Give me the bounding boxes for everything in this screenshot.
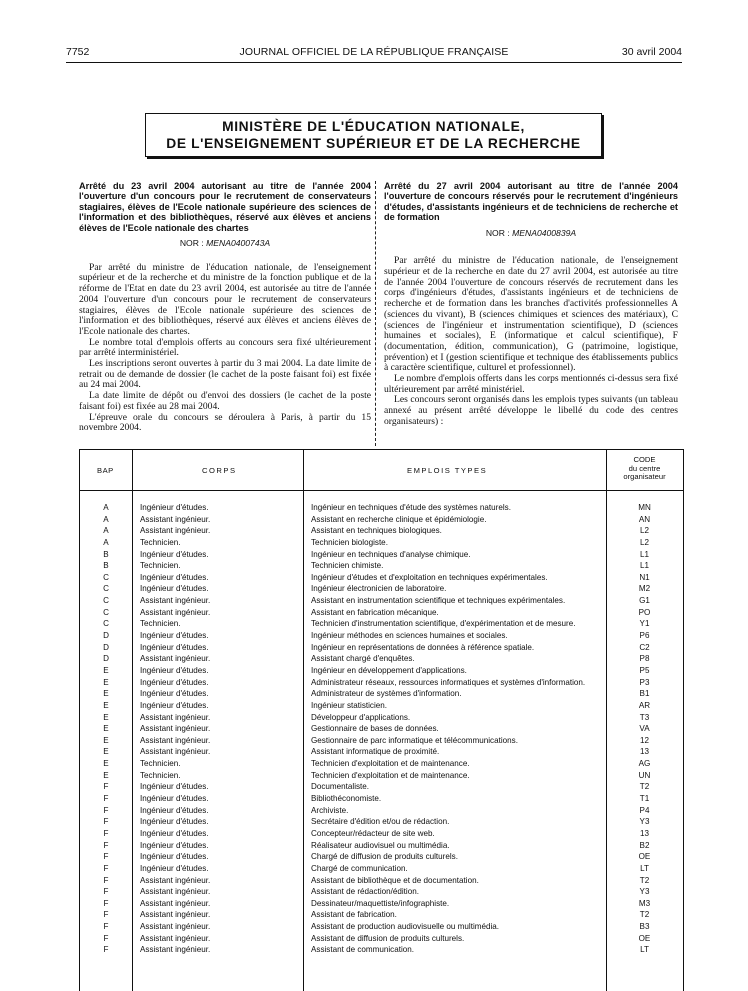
table-row xyxy=(80,886,683,898)
cell-corps: Ingénieur d'études. xyxy=(140,631,209,641)
right-article xyxy=(384,181,678,428)
cell-code: L2 xyxy=(639,526,649,536)
header-rule xyxy=(66,62,682,63)
cell-emploi-type: Technicien d'exploitation et de maintenance. xyxy=(311,770,470,780)
cell-corps: Technicien. xyxy=(140,759,181,769)
header-code-line-3: organisateur xyxy=(623,472,666,482)
cell-emploi-type: Assistant de production audiovisuelle ou multimédia. xyxy=(311,922,500,932)
left-paragraph: La date limite de dépôt ou d'envoi des dossiers (le cachet de la poste faisant foi) est fixée au 28 mai 2004. xyxy=(79,390,371,412)
cell-corps: Assistant ingénieur. xyxy=(140,596,211,606)
cell-code: L1 xyxy=(639,549,649,559)
cell-bap: C xyxy=(103,619,109,629)
cell-emploi-type: Assistant en fabrication mécanique. xyxy=(311,607,439,617)
cell-bap: A xyxy=(103,503,109,512)
table-row xyxy=(80,828,683,840)
cell-bap: A xyxy=(103,526,109,536)
table-row xyxy=(80,677,683,689)
cell-code: T2 xyxy=(639,875,650,885)
table-row xyxy=(80,933,683,945)
ministry-line-1: MINISTÈRE DE L'ÉDUCATION NATIONALE, xyxy=(222,119,525,134)
table-row xyxy=(80,723,683,735)
cell-code: T1 xyxy=(639,794,650,804)
cell-emploi-type: Ingénieur méthodes en sciences humaines et sociales. xyxy=(311,631,508,641)
cell-emploi-type: Concepteur/rédacteur de site web. xyxy=(311,828,435,838)
table-row xyxy=(80,793,683,805)
cell-bap: F xyxy=(103,898,109,908)
cell-code: N1 xyxy=(639,572,650,582)
cell-corps: Ingénieur d'études. xyxy=(140,549,209,559)
cell-bap: F xyxy=(103,794,109,804)
cell-code: UN xyxy=(638,770,651,780)
table-row xyxy=(80,688,683,700)
cell-code: Y1 xyxy=(639,619,650,629)
cell-code: P8 xyxy=(639,654,650,664)
left-nor-code: MENA0400743A xyxy=(206,238,271,249)
left-article-title: Arrêté du 23 avril 2004 autorisant au titre de l'année 2004 l'ouverture d'un concours pour le recrutement de conservateurs stagiaires, élèves de l'Ecole nationale supérieure des sciences de l'information et des bibliothèques, réservé aux élèves et anciens élèves de l'Ecole nationale des chartes xyxy=(79,181,371,233)
cell-emploi-type: Assistant informatique de proximité. xyxy=(311,747,440,757)
cell-bap: E xyxy=(103,747,109,757)
right-paragraph: Le nombre d'emplois offerts dans les corps mentionnés ci-dessus sera fixé ultérieurement par arrêté ministériel. xyxy=(384,373,678,395)
cell-code: AN xyxy=(638,514,651,524)
table-row xyxy=(80,665,683,677)
cell-emploi-type: Dessinateur/maquettiste/infographiste. xyxy=(311,898,450,908)
table-row xyxy=(80,595,683,607)
table-row xyxy=(80,525,683,537)
cell-code: P3 xyxy=(639,677,650,687)
cell-bap: C xyxy=(103,596,109,606)
cell-bap: F xyxy=(103,875,109,885)
cell-code: T2 xyxy=(639,782,650,792)
table-row xyxy=(80,560,683,572)
cell-emploi-type: Développeur d'applications. xyxy=(311,712,411,722)
cell-emploi-type: Gestionnaire de parc informatique et télécommunications. xyxy=(311,735,518,745)
table-row xyxy=(80,909,683,921)
right-paragraph: Par arrêté du ministre de l'éducation nationale, de l'enseignement supérieur et de la recherche en date du 27 avril 2004, est autorisée au titre de l'année 2004 l'ouverture de concours réservés de recrutement dans les corps d'ingénieurs d'études, d'assistants ingénieurs et de techniciens de recherche et de formation dans les branches d'activités professionnelles A (sciences du vivant), B (sciences chimiques et sciences des matériaux), C (sciences de l'ingénieur et instrumentation scientifique), D (sciences humaines et sociales), E (informatique et calcul scientifique), F (documentation, édition, communication), G (patrimoine, logistique, prévention) et I (gestion scientifique et technique des établissements publics à caractère scientifique, culturel et professionnel). xyxy=(384,255,678,374)
table-row xyxy=(80,898,683,910)
cell-corps: Assistant ingénieur. xyxy=(140,654,211,664)
cell-code: LT xyxy=(640,863,649,873)
cell-emploi-type: Technicien d'instrumentation scientifique, d'expérimentation et de mesure. xyxy=(311,619,576,629)
left-paragraph: Les inscriptions seront ouvertes à partir du 3 mai 2004. La date limite de retrait ou de demande de dossier (le cachet de la poste faisant foi) est fixée au 24 mai 2004. xyxy=(79,358,371,391)
cell-emploi-type: Ingénieur en développement d'applications. xyxy=(311,665,467,675)
table-row xyxy=(80,537,683,549)
table-row xyxy=(80,630,683,642)
cell-emploi-type: Technicien d'exploitation et de maintenance. xyxy=(311,759,470,769)
table-header xyxy=(80,450,683,491)
cell-code: MN xyxy=(638,503,651,512)
table-row xyxy=(80,572,683,584)
cell-emploi-type: Documentaliste. xyxy=(311,782,370,792)
cell-bap: F xyxy=(103,863,109,873)
cell-bap: F xyxy=(103,817,109,827)
cell-corps: Ingénieur d'études. xyxy=(140,677,209,687)
right-article-title: Arrêté du 27 avril 2004 autorisant au titre de l'année 2004 l'ouverture de concours réservés pour le recrutement d'ingénieurs d'études, d'assistants ingénieurs et de techniciens de recherche et de formation xyxy=(384,181,678,223)
cell-corps: Assistant ingénieur. xyxy=(140,910,211,920)
cell-code: LT xyxy=(640,945,649,955)
table-row xyxy=(80,863,683,875)
cell-bap: E xyxy=(103,724,109,734)
cell-corps: Ingénieur d'études. xyxy=(140,817,209,827)
cell-emploi-type: Administrateur réseaux, ressources informatiques et systèmes d'information. xyxy=(311,677,586,687)
left-paragraph: Par arrêté du ministre de l'éducation nationale, de l'enseignement supérieur et de la recherche et du ministre de la fonction publique et de la réforme de l'Etat en date du 23 avril 2004, est autorisée au titre de l'année 2004 l'ouverture d'un concours pour le recrutement de conservateurs stagiaires, élèves de l'Ecole nationale supérieure des sciences de l'information et des bibliothèques, réservé aux élèves et anciens élèves de l'Ecole nationale des chartes. xyxy=(79,261,371,337)
cell-code: G1 xyxy=(639,596,650,606)
cell-bap: A xyxy=(103,537,109,547)
cell-emploi-type: Gestionnaire de bases de données. xyxy=(311,724,439,734)
ministry-box xyxy=(145,113,602,157)
issue-date: 30 avril 2004 xyxy=(621,46,682,58)
cell-emploi-type: Assistant chargé d'enquêtes. xyxy=(311,654,415,664)
cell-bap: F xyxy=(103,933,109,943)
table-row xyxy=(80,758,683,770)
cell-corps: Ingénieur d'études. xyxy=(140,642,209,652)
cell-code: B2 xyxy=(639,840,650,850)
cell-code: OE xyxy=(638,852,651,862)
cell-corps: Ingénieur d'études. xyxy=(140,794,209,804)
cell-emploi-type: Assistant en techniques biologiques. xyxy=(311,526,442,536)
cell-bap: F xyxy=(103,840,109,850)
cell-bap: E xyxy=(103,689,109,699)
table-row xyxy=(80,607,683,619)
cell-bap: D xyxy=(103,654,109,664)
cell-code: OE xyxy=(638,933,651,943)
cell-bap: C xyxy=(103,607,109,617)
cell-emploi-type: Technicien chimiste. xyxy=(311,561,384,571)
cell-corps: Ingénieur d'études. xyxy=(140,665,209,675)
cell-corps: Assistant ingénieur. xyxy=(140,724,211,734)
table-row xyxy=(80,805,683,817)
cell-emploi-type: Ingénieur en techniques d'étude des systèmes naturels. xyxy=(311,503,511,512)
cell-bap: E xyxy=(103,759,109,769)
cell-bap: F xyxy=(103,910,109,920)
cell-code: B3 xyxy=(639,922,650,932)
cell-emploi-type: Ingénieur électronicien de laboratoire. xyxy=(311,584,447,594)
cell-corps: Assistant ingénieur. xyxy=(140,526,211,536)
cell-bap: A xyxy=(103,514,109,524)
cell-corps: Assistant ingénieur. xyxy=(140,514,211,524)
cell-bap: C xyxy=(103,584,109,594)
cell-bap: E xyxy=(103,712,109,722)
table-row xyxy=(80,653,683,665)
cell-bap: E xyxy=(103,770,109,780)
cell-emploi-type: Secrétaire d'édition et/ou de rédaction. xyxy=(311,817,450,827)
cell-code: AR xyxy=(638,700,651,710)
table-body xyxy=(80,502,683,956)
cell-corps: Assistant ingénieur. xyxy=(140,747,211,757)
table-row xyxy=(80,816,683,828)
cell-bap: B xyxy=(103,549,109,559)
cell-code: C2 xyxy=(639,642,650,652)
cell-emploi-type: Assistant en instrumentation scientifique et techniques expérimentales. xyxy=(311,596,566,606)
cell-corps: Ingénieur d'études. xyxy=(140,782,209,792)
cell-bap: E xyxy=(103,665,109,675)
left-nor xyxy=(79,238,371,249)
cell-bap: E xyxy=(103,677,109,687)
cell-corps: Assistant ingénieur. xyxy=(140,607,211,617)
cell-bap: E xyxy=(103,700,109,710)
cell-code: VA xyxy=(639,724,650,734)
cell-corps: Assistant ingénieur. xyxy=(140,712,211,722)
cell-emploi-type: Assistant de communication. xyxy=(311,945,415,955)
cell-bap: F xyxy=(103,852,109,862)
page-header xyxy=(66,46,682,60)
ministry-line-2: DE L'ENSEIGNEMENT SUPÉRIEUR ET DE LA RECHERCHE xyxy=(166,136,581,151)
cell-emploi-type: Ingénieur en techniques d'analyse chimique. xyxy=(311,549,471,559)
cell-emploi-type: Assistant en recherche clinique et épidémiologie. xyxy=(311,514,487,524)
cell-emploi-type: Assistant de diffusion de produits culturels. xyxy=(311,933,465,943)
cell-emploi-type: Réalisateur audiovisuel ou multimédia. xyxy=(311,840,450,850)
table-row xyxy=(80,514,683,526)
cell-bap: F xyxy=(103,828,109,838)
cell-corps: Ingénieur d'études. xyxy=(140,503,209,512)
cell-bap: B xyxy=(103,561,109,571)
cell-corps: Technicien. xyxy=(140,561,181,571)
header-corps: CORPS xyxy=(202,466,237,475)
cell-code: PO xyxy=(638,607,651,617)
right-nor-label: NOR : xyxy=(485,227,510,238)
cell-emploi-type: Assistant de rédaction/édition. xyxy=(311,887,419,897)
table-row xyxy=(80,583,683,595)
column-separator xyxy=(375,181,376,446)
cell-code: T2 xyxy=(639,910,650,920)
cell-bap: F xyxy=(103,805,109,815)
right-paragraph: Les concours seront organisés dans les emplois types suivants (un tableau annexé au présent arrêté développe le libellé du code des centres organisateurs) : xyxy=(384,394,678,427)
cell-corps: Ingénieur d'études. xyxy=(140,828,209,838)
cell-corps: Technicien. xyxy=(140,619,181,629)
cell-corps: Ingénieur d'études. xyxy=(140,840,209,850)
table-row xyxy=(80,712,683,724)
cell-code: T3 xyxy=(639,712,650,722)
cell-code: P4 xyxy=(639,805,650,815)
cell-code: B1 xyxy=(639,689,650,699)
table-row xyxy=(80,944,683,956)
cell-emploi-type: Chargé de communication. xyxy=(311,863,408,873)
table-row xyxy=(80,770,683,782)
right-nor xyxy=(384,228,678,239)
emplois-table xyxy=(79,449,684,991)
cell-corps: Ingénieur d'études. xyxy=(140,863,209,873)
header-emplois-types: EMPLOIS TYPES xyxy=(407,466,488,475)
left-article xyxy=(79,181,371,434)
cell-bap: F xyxy=(103,782,109,792)
cell-emploi-type: Assistant de fabrication. xyxy=(311,910,397,920)
cell-corps: Ingénieur d'études. xyxy=(140,584,209,594)
cell-corps: Assistant ingénieur. xyxy=(140,922,211,932)
table-row xyxy=(80,502,683,514)
header-code xyxy=(606,456,683,482)
cell-emploi-type: Archiviste. xyxy=(311,805,349,815)
cell-emploi-type: Bibliothéconomiste. xyxy=(311,794,382,804)
header-code-line-2: du centre xyxy=(628,463,661,473)
cell-bap: F xyxy=(103,945,109,955)
cell-corps: Assistant ingénieur. xyxy=(140,898,211,908)
table-row xyxy=(80,921,683,933)
cell-corps: Ingénieur d'études. xyxy=(140,805,209,815)
cell-emploi-type: Technicien biologiste. xyxy=(311,537,388,547)
cell-corps: Assistant ingénieur. xyxy=(140,735,211,745)
cell-emploi-type: Assistant de bibliothèque et de documentation. xyxy=(311,875,479,885)
cell-emploi-type: Administrateur de systèmes d'information. xyxy=(311,689,462,699)
table-row xyxy=(80,700,683,712)
cell-emploi-type: Ingénieur en représentations de données à référence spatiale. xyxy=(311,642,535,652)
cell-corps: Assistant ingénieur. xyxy=(140,875,211,885)
cell-code: 13 xyxy=(639,828,649,838)
cell-bap: D xyxy=(103,642,109,652)
cell-code: Y3 xyxy=(639,887,650,897)
cell-code: L2 xyxy=(639,537,649,547)
right-nor-code: MENA0400839A xyxy=(512,227,577,238)
cell-corps: Ingénieur d'études. xyxy=(140,700,209,710)
cell-emploi-type: Chargé de diffusion de produits culturels. xyxy=(311,852,458,862)
table-row xyxy=(80,781,683,793)
cell-bap: D xyxy=(103,631,109,641)
table-row xyxy=(80,735,683,747)
cell-bap: E xyxy=(103,735,109,745)
journal-title: JOURNAL OFFICIEL DE LA RÉPUBLIQUE FRANÇAISE xyxy=(239,46,509,58)
cell-corps: Ingénieur d'études. xyxy=(140,572,209,582)
table-row xyxy=(80,746,683,758)
cell-bap: F xyxy=(103,922,109,932)
left-paragraph: Le nombre total d'emplois offerts au concours sera fixé ultérieurement par arrêté interministériel. xyxy=(79,336,371,359)
page-number: 7752 xyxy=(66,46,90,58)
table-row xyxy=(80,618,683,630)
cell-code: AG xyxy=(638,759,651,769)
header-code-line-1: CODE xyxy=(633,455,656,464)
cell-corps: Ingénieur d'études. xyxy=(140,689,209,699)
table-row xyxy=(80,642,683,654)
table-row xyxy=(80,549,683,561)
cell-code: L1 xyxy=(639,561,649,571)
cell-corps: Technicien. xyxy=(140,537,181,547)
cell-emploi-type: Ingénieur statisticien. xyxy=(311,700,388,710)
cell-code: 12 xyxy=(639,735,649,745)
table-row xyxy=(80,840,683,852)
cell-bap: F xyxy=(103,887,109,897)
cell-code: 13 xyxy=(639,747,649,757)
cell-corps: Ingénieur d'études. xyxy=(140,852,209,862)
cell-code: Y3 xyxy=(639,817,650,827)
cell-code: P5 xyxy=(639,665,650,675)
cell-bap: C xyxy=(103,572,109,582)
header-bap: BAP xyxy=(97,466,114,475)
left-paragraph: L'épreuve orale du concours se déroulera à Paris, à partir du 15 novembre 2004. xyxy=(79,411,371,434)
cell-code: M3 xyxy=(638,898,651,908)
cell-corps: Assistant ingénieur. xyxy=(140,887,211,897)
left-nor-label: NOR : xyxy=(179,238,204,249)
cell-emploi-type: Ingénieur d'études et d'exploitation en techniques expérimentales. xyxy=(311,572,548,582)
cell-code: M2 xyxy=(638,584,651,594)
table-row xyxy=(80,875,683,887)
cell-corps: Technicien. xyxy=(140,770,181,780)
table-row xyxy=(80,851,683,863)
cell-corps: Assistant ingénieur. xyxy=(140,933,211,943)
cell-corps: Assistant ingénieur. xyxy=(140,945,211,955)
cell-code: P6 xyxy=(639,631,650,641)
